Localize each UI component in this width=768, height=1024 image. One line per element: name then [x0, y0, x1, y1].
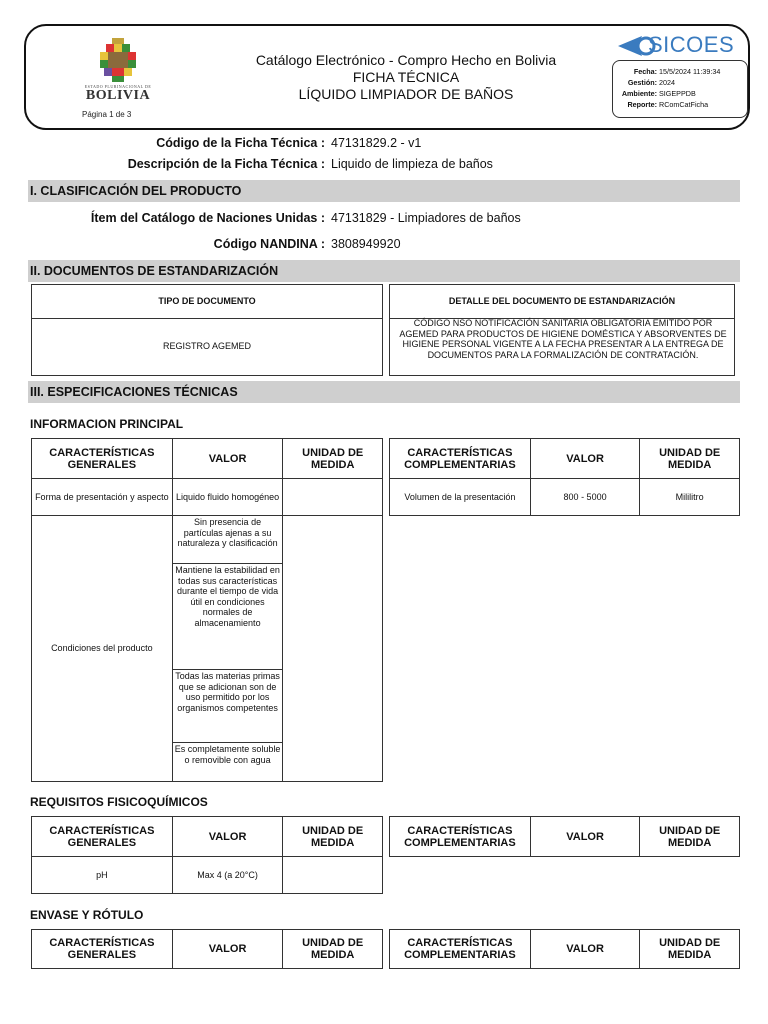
report-meta-box — [612, 60, 748, 118]
char-volumen: Volumen de la presentación — [390, 479, 531, 516]
table-row — [32, 479, 383, 516]
col-header-generales: CARACTERÍSTICAS GENERALES — [32, 930, 173, 969]
col-header-unidad: UNIDAD DE MEDIDA — [640, 930, 740, 969]
codigo-label: Código de la Ficha Técnica : — [156, 136, 325, 150]
valor-volumen: 800 - 5000 — [530, 479, 640, 516]
gestion-label: Gestión: — [627, 78, 657, 87]
logo-subtitle: ESTADO PLURINACIONAL DE — [84, 84, 152, 89]
col-header-valor: VALOR — [530, 439, 640, 479]
descripcion-label: Descripción de la Ficha Técnica : — [127, 157, 325, 171]
detalle-documento-header: DETALLE DEL DOCUMENTO DE ESTANDARIZACIÓN — [448, 296, 676, 306]
col-header-unidad: UNIDAD DE MEDIDA — [640, 439, 740, 479]
envase-title: ENVASE Y RÓTULO — [30, 908, 144, 922]
fisicoquimicos-title: REQUISITOS FISICOQUÍMICOS — [30, 795, 208, 809]
tipo-documento-box — [31, 284, 383, 376]
fecha-value: 15/5/2024 11:39:34 — [659, 67, 721, 76]
logo-text: BOLIVIA — [85, 88, 151, 103]
ambiente-label: Ambiente: — [621, 89, 657, 98]
fisico-complementarias-table — [389, 816, 740, 857]
unidad-condiciones — [283, 516, 383, 782]
nandina-field — [0, 237, 768, 257]
table-row — [390, 479, 740, 516]
condicion-item: Sin presencia de partículas ajenas a su naturaleza y clasificación — [173, 516, 283, 564]
col-header-unidad: UNIDAD DE MEDIDA — [283, 439, 383, 479]
reporte-label: Reporte: — [627, 100, 657, 109]
col-header-unidad: UNIDAD DE MEDIDA — [283, 930, 383, 969]
col-header-generales: CARACTERÍSTICAS GENERALES — [32, 817, 173, 857]
informacion-principal-title: INFORMACION PRINCIPAL — [30, 417, 184, 431]
envase-generales-table — [31, 929, 383, 969]
ambiente-value: SIGEPPDB — [659, 89, 696, 98]
table-row — [32, 516, 383, 782]
principal-complementarias-table — [389, 438, 740, 516]
valor-condiciones — [172, 516, 283, 782]
fisico-generales-table — [31, 816, 383, 894]
col-header-valor: VALOR — [172, 817, 283, 857]
col-header-complementarias: CARACTERÍSTICAS COMPLEMENTARIAS — [390, 439, 531, 479]
fecha-label: Fecha: — [633, 67, 657, 76]
col-header-valor: VALOR — [530, 817, 640, 857]
char-condiciones: Condiciones del producto — [32, 516, 173, 782]
detalle-documento-box — [389, 284, 735, 376]
col-header-unidad: UNIDAD DE MEDIDA — [640, 817, 740, 857]
table-row — [32, 857, 383, 894]
tipo-documento-header: TIPO DE DOCUMENTO — [158, 296, 256, 306]
section-especificaciones: III. ESPECIFICACIONES TÉCNICAS — [28, 381, 740, 403]
condicion-item: Es completamente soluble o removible con agua — [174, 744, 281, 765]
nandina-label: Código NANDINA : — [213, 237, 325, 251]
valor-forma: Liquido fluido homogéneo — [172, 479, 283, 516]
title-line-3: LÍQUIDO LIMPIADOR DE BAÑOS — [298, 86, 514, 102]
gestion-value: 2024 — [659, 78, 675, 87]
principal-generales-table — [31, 438, 383, 782]
reporte-value: RComCatFicha — [659, 100, 709, 109]
unidad-ph — [283, 857, 383, 894]
condicion-item: Todas las materias primas que se adicionan son de uso permitido por los organismos competentes — [173, 670, 283, 743]
section-documentos: II. DOCUMENTOS DE ESTANDARIZACIÓN — [28, 260, 740, 282]
sicoes-logo-text: SICOES — [648, 32, 735, 57]
tipo-documento-value: REGISTRO AGEMED — [162, 341, 251, 351]
nandina-value: 3808949920 — [331, 237, 401, 251]
codigo-value: 47131829.2 - v1 — [331, 136, 422, 150]
col-header-valor: VALOR — [530, 930, 640, 969]
unidad-volumen: Mililitro — [640, 479, 740, 516]
document-title — [196, 52, 616, 103]
title-line-2: FICHA TÉCNICA — [352, 69, 460, 85]
descripcion-value: Liquido de limpieza de baños — [331, 157, 493, 171]
col-header-generales: CARACTERÍSTICAS GENERALES — [32, 439, 173, 479]
col-header-complementarias: CARACTERÍSTICAS COMPLEMENTARIAS — [390, 930, 531, 969]
col-header-complementarias: CARACTERÍSTICAS COMPLEMENTARIAS — [390, 817, 531, 857]
section-clasificacion: I. CLASIFICACIÓN DEL PRODUCTO — [28, 180, 740, 202]
unidad-forma — [283, 479, 383, 516]
descripcion-field — [0, 157, 768, 177]
col-header-valor: VALOR — [172, 930, 283, 969]
condicion-item: Mantiene la estabilidad en todas sus características durante el tiempo de vida útil en condiciones normales de almacenamiento — [173, 564, 283, 670]
char-ph: pH — [32, 857, 173, 894]
col-header-unidad: UNIDAD DE MEDIDA — [283, 817, 383, 857]
char-forma: Forma de presentación y aspecto — [32, 479, 173, 516]
envase-complementarias-table — [389, 929, 740, 969]
page-number: Página 1 de 3 — [82, 110, 132, 119]
report-header — [24, 24, 750, 130]
codigo-field — [0, 136, 768, 156]
valor-ph: Max 4 (a 20°C) — [172, 857, 283, 894]
item-label: Ítem del Catálogo de Naciones Unidas : — [90, 211, 325, 225]
title-line-1: Catálogo Electrónico - Compro Hecho en Bolivia — [255, 52, 557, 68]
detalle-documento-value: CÓDIGO NSO NOTIFICACIÓN SANITARIA OBLIGATORIA EMITIDO POR AGEMED PARA PRODUCTOS DE HIGIENE DOMÉSTICA Y ABSORVENTES DE HIGIENE PERSONAL VIGENTE A LA FECHA PRESENTAR A LA ENTREGA DE DOCUMENTOS PARA LA FORMALIZACIÓN DE CONTRATACIÓN. — [399, 318, 727, 360]
col-header-valor: VALOR — [172, 439, 283, 479]
item-field — [0, 211, 768, 231]
item-value: 47131829 - Limpiadores de baños — [331, 211, 521, 225]
